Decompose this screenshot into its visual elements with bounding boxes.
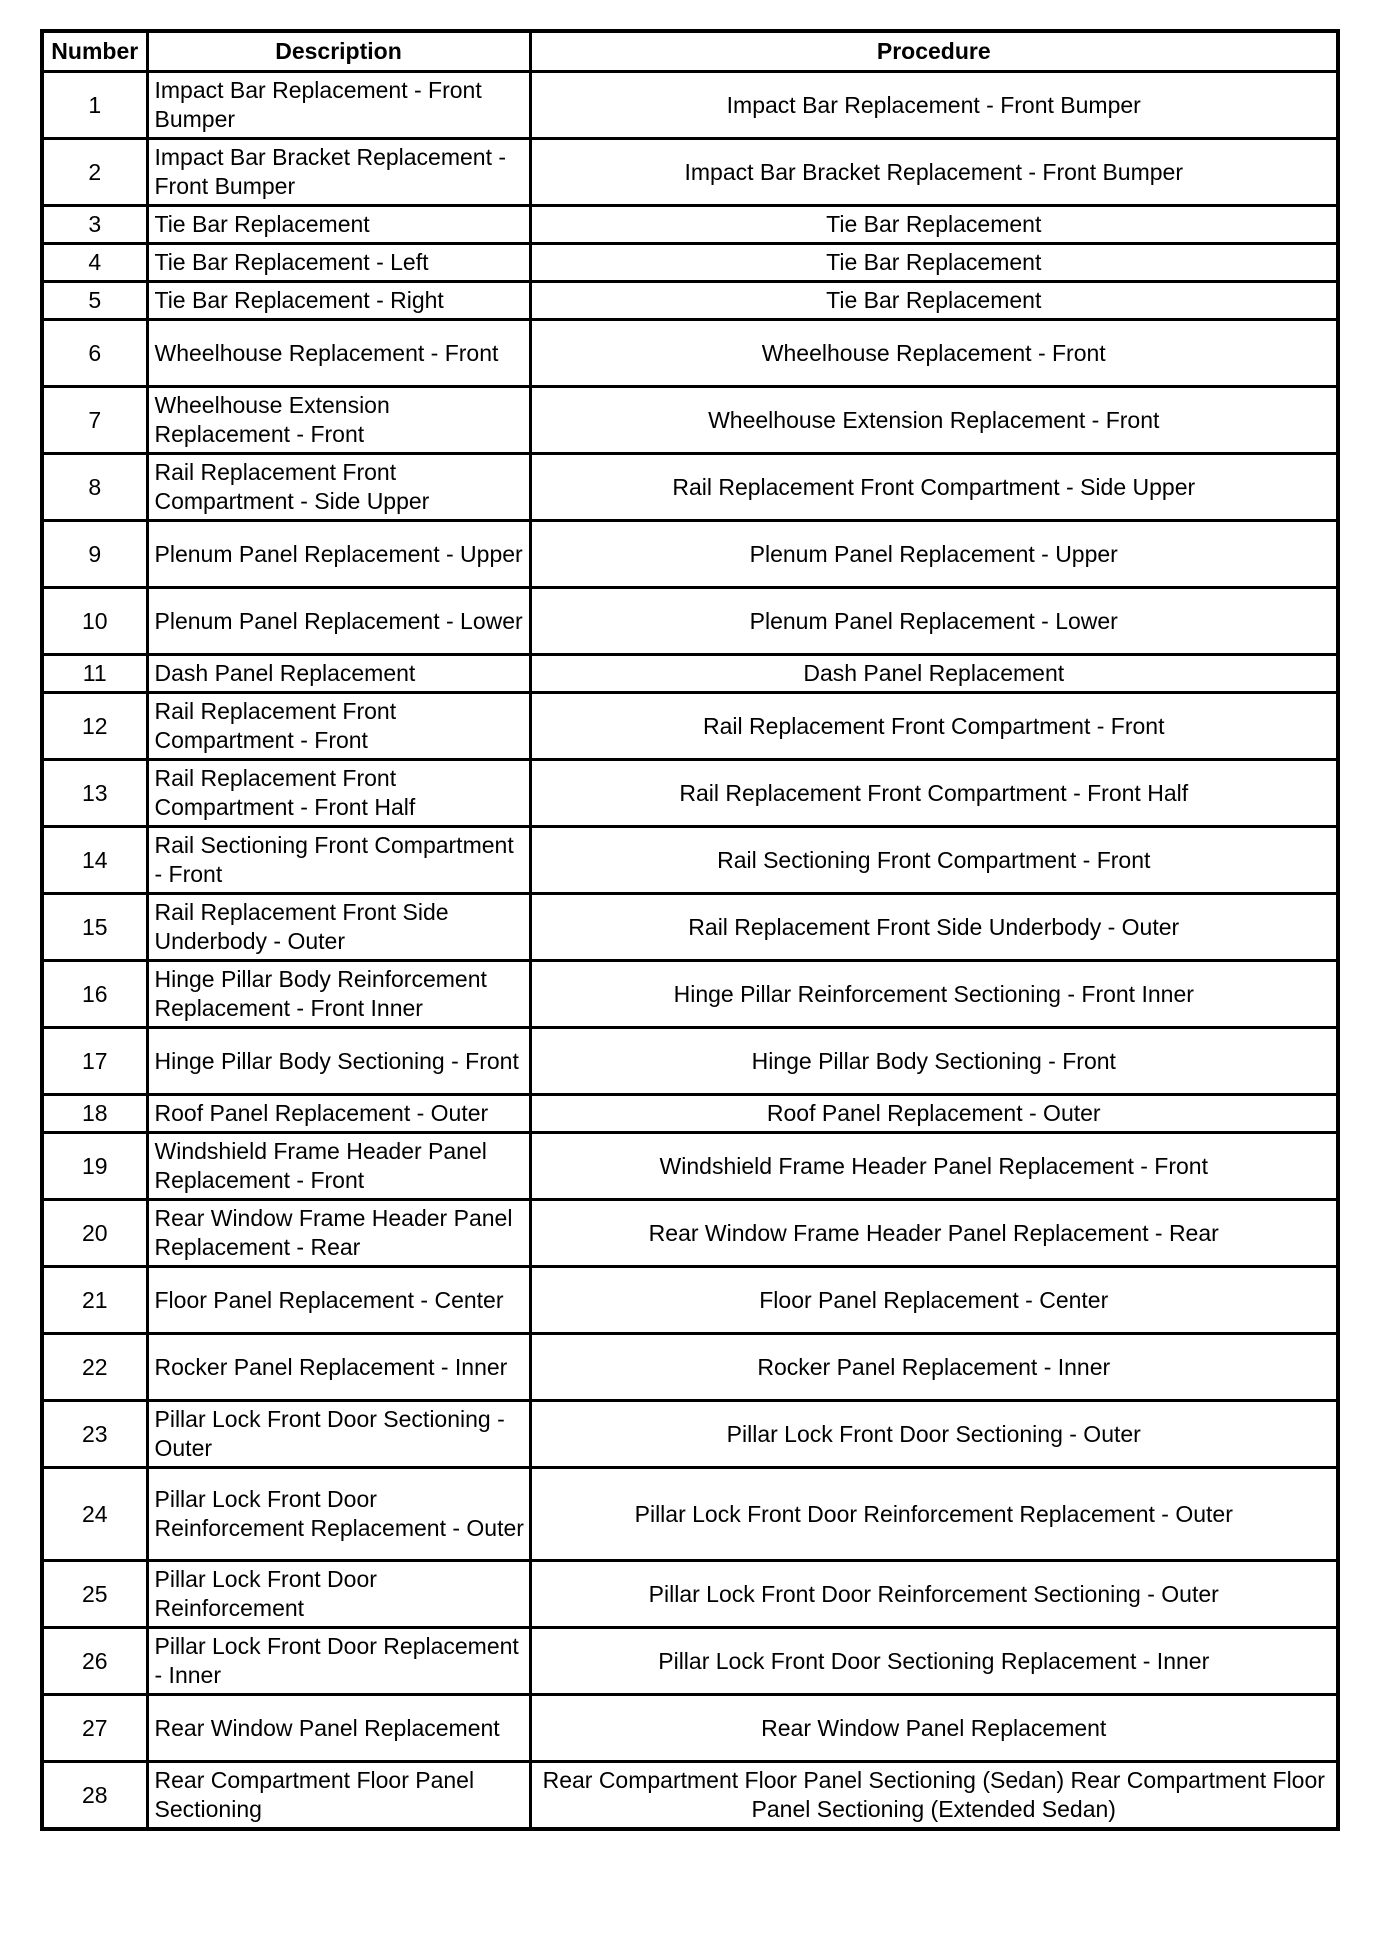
row-procedure: Rear Window Frame Header Panel Replacement - Rear [530, 1200, 1338, 1267]
table-row [42, 1762, 1338, 1830]
row-procedure: Rocker Panel Replacement - Inner [530, 1334, 1338, 1401]
header-row [42, 31, 1338, 72]
row-number: 3 [42, 206, 147, 244]
table-row [42, 72, 1338, 139]
row-procedure: Plenum Panel Replacement - Lower [530, 588, 1338, 655]
row-description: Plenum Panel Replacement - Lower [147, 588, 530, 655]
table-row [42, 1095, 1338, 1133]
row-description: Pillar Lock Front Door Reinforcement [147, 1561, 530, 1628]
row-description: Pillar Lock Front Door Sectioning - Outer [147, 1401, 530, 1468]
table-row [42, 282, 1338, 320]
table-row [42, 139, 1338, 206]
row-procedure: Impact Bar Bracket Replacement - Front Bumper [530, 139, 1338, 206]
row-procedure: Wheelhouse Extension Replacement - Front [530, 387, 1338, 454]
table-row [42, 894, 1338, 961]
row-number: 22 [42, 1334, 147, 1401]
table-row [42, 1334, 1338, 1401]
row-description: Rail Replacement Front Compartment - Side Upper [147, 454, 530, 521]
row-description: Hinge Pillar Body Sectioning - Front [147, 1028, 530, 1095]
row-procedure: Hinge Pillar Reinforcement Sectioning - Front Inner [530, 961, 1338, 1028]
row-description: Hinge Pillar Body Reinforcement Replacement - Front Inner [147, 961, 530, 1028]
row-number: 1 [42, 72, 147, 139]
row-procedure: Rear Window Panel Replacement [530, 1695, 1338, 1762]
repair-procedures-table [40, 29, 1340, 1831]
header-number: Number [42, 31, 147, 72]
row-description: Rear Compartment Floor Panel Sectioning [147, 1762, 530, 1830]
row-procedure: Plenum Panel Replacement - Upper [530, 521, 1338, 588]
row-description: Tie Bar Replacement - Right [147, 282, 530, 320]
row-procedure: Pillar Lock Front Door Sectioning - Outer [530, 1401, 1338, 1468]
row-number: 2 [42, 139, 147, 206]
row-procedure: Pillar Lock Front Door Sectioning Replacement - Inner [530, 1628, 1338, 1695]
row-number: 23 [42, 1401, 147, 1468]
row-procedure: Dash Panel Replacement [530, 655, 1338, 693]
row-number: 12 [42, 693, 147, 760]
table-row [42, 1628, 1338, 1695]
row-number: 25 [42, 1561, 147, 1628]
row-description: Roof Panel Replacement - Outer [147, 1095, 530, 1133]
row-number: 17 [42, 1028, 147, 1095]
row-description: Pillar Lock Front Door Reinforcement Replacement - Outer [147, 1468, 530, 1561]
row-procedure: Windshield Frame Header Panel Replacement - Front [530, 1133, 1338, 1200]
row-number: 27 [42, 1695, 147, 1762]
table-row [42, 655, 1338, 693]
row-number: 6 [42, 320, 147, 387]
table-row [42, 387, 1338, 454]
row-description: Rear Window Frame Header Panel Replacement - Rear [147, 1200, 530, 1267]
row-procedure: Rail Replacement Front Compartment - Side Upper [530, 454, 1338, 521]
row-number: 4 [42, 244, 147, 282]
row-number: 28 [42, 1762, 147, 1830]
row-procedure: Rail Replacement Front Compartment - Front [530, 693, 1338, 760]
row-procedure: Rail Sectioning Front Compartment - Front [530, 827, 1338, 894]
row-procedure: Tie Bar Replacement [530, 206, 1338, 244]
row-description: Rail Replacement Front Side Underbody - Outer [147, 894, 530, 961]
row-description: Rail Replacement Front Compartment - Front [147, 693, 530, 760]
row-description: Pillar Lock Front Door Replacement - Inner [147, 1628, 530, 1695]
table-row [42, 827, 1338, 894]
row-procedure: Wheelhouse Replacement - Front [530, 320, 1338, 387]
table-row [42, 1468, 1338, 1561]
table-row [42, 320, 1338, 387]
row-number: 21 [42, 1267, 147, 1334]
row-description: Rail Replacement Front Compartment - Front Half [147, 760, 530, 827]
row-number: 15 [42, 894, 147, 961]
table-row [42, 1133, 1338, 1200]
row-procedure: Floor Panel Replacement - Center [530, 1267, 1338, 1334]
row-number: 8 [42, 454, 147, 521]
row-description: Plenum Panel Replacement - Upper [147, 521, 530, 588]
row-procedure: Rear Compartment Floor Panel Sectioning (Sedan) Rear Compartment Floor Panel Sectioning (Extended Sedan) [530, 1762, 1338, 1830]
row-description: Floor Panel Replacement - Center [147, 1267, 530, 1334]
row-number: 16 [42, 961, 147, 1028]
row-number: 24 [42, 1468, 147, 1561]
table-row [42, 1267, 1338, 1334]
table-row [42, 760, 1338, 827]
header-procedure: Procedure [530, 31, 1338, 72]
table-row [42, 244, 1338, 282]
table-row [42, 206, 1338, 244]
row-number: 11 [42, 655, 147, 693]
row-number: 13 [42, 760, 147, 827]
table-row [42, 693, 1338, 760]
row-number: 5 [42, 282, 147, 320]
row-description: Rocker Panel Replacement - Inner [147, 1334, 530, 1401]
table-row [42, 1401, 1338, 1468]
row-description: Tie Bar Replacement - Left [147, 244, 530, 282]
table-row [42, 1695, 1338, 1762]
row-procedure: Pillar Lock Front Door Reinforcement Sectioning - Outer [530, 1561, 1338, 1628]
table-row [42, 521, 1338, 588]
row-procedure: Tie Bar Replacement [530, 244, 1338, 282]
row-description: Dash Panel Replacement [147, 655, 530, 693]
row-number: 14 [42, 827, 147, 894]
table-row [42, 1561, 1338, 1628]
table-row [42, 1200, 1338, 1267]
table-row [42, 961, 1338, 1028]
row-description: Rear Window Panel Replacement [147, 1695, 530, 1762]
row-number: 7 [42, 387, 147, 454]
table-row [42, 1028, 1338, 1095]
row-description: Tie Bar Replacement [147, 206, 530, 244]
row-description: Windshield Frame Header Panel Replacement - Front [147, 1133, 530, 1200]
row-procedure: Rail Replacement Front Side Underbody - Outer [530, 894, 1338, 961]
header-description: Description [147, 31, 530, 72]
row-number: 26 [42, 1628, 147, 1695]
row-procedure: Rail Replacement Front Compartment - Front Half [530, 760, 1338, 827]
row-procedure: Pillar Lock Front Door Reinforcement Replacement - Outer [530, 1468, 1338, 1561]
table-header [42, 31, 1338, 72]
row-procedure: Tie Bar Replacement [530, 282, 1338, 320]
row-number: 20 [42, 1200, 147, 1267]
row-number: 19 [42, 1133, 147, 1200]
table-row [42, 588, 1338, 655]
table-row [42, 454, 1338, 521]
row-description: Impact Bar Replacement - Front Bumper [147, 72, 530, 139]
row-description: Wheelhouse Extension Replacement - Front [147, 387, 530, 454]
row-description: Impact Bar Bracket Replacement - Front Bumper [147, 139, 530, 206]
row-procedure: Hinge Pillar Body Sectioning - Front [530, 1028, 1338, 1095]
row-procedure: Impact Bar Replacement - Front Bumper [530, 72, 1338, 139]
row-description: Rail Sectioning Front Compartment - Front [147, 827, 530, 894]
row-number: 9 [42, 521, 147, 588]
row-number: 10 [42, 588, 147, 655]
table-body [42, 72, 1338, 1830]
row-procedure: Roof Panel Replacement - Outer [530, 1095, 1338, 1133]
row-number: 18 [42, 1095, 147, 1133]
row-description: Wheelhouse Replacement - Front [147, 320, 530, 387]
